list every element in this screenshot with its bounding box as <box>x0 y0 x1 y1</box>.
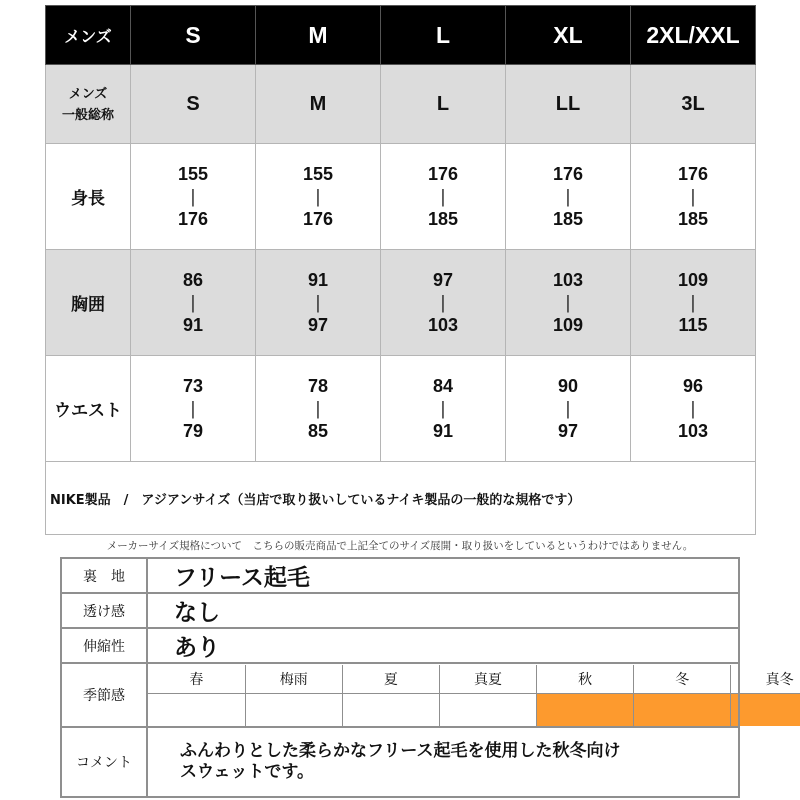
height-cell <box>631 144 756 250</box>
height-label: 身長 <box>46 144 131 250</box>
size-header-row <box>46 6 756 65</box>
chest-cell <box>631 250 756 356</box>
stretch-label: 伸縮性 <box>61 628 147 663</box>
lining-value: フリース起毛 <box>147 558 739 593</box>
season-grid <box>148 665 800 726</box>
waist-cell <box>381 356 506 462</box>
stretch-row <box>61 628 739 663</box>
season-name: 真夏 <box>439 665 536 694</box>
season-name: 冬 <box>634 665 731 694</box>
season-name: 梅雨 <box>245 665 342 694</box>
range-min: 84 <box>432 375 454 396</box>
waist-cell <box>256 356 381 462</box>
range-min: 176 <box>427 163 459 184</box>
range-min: 155 <box>177 163 209 184</box>
range-min: 91 <box>307 269 329 290</box>
range-max: 85 <box>307 420 329 441</box>
range-min: 90 <box>557 375 579 396</box>
season-name: 真冬 <box>731 665 800 694</box>
size-note: NIKE製品 / アジアンサイズ（当店で取り扱いしているナイキ製品の一般的な規格です） <box>46 462 756 535</box>
maker-size-note: メーカーサイズ規格について こちらの販売商品で上記全てのサイズ展開・取り扱いをしているというわけではありません。 <box>106 540 694 552</box>
height-cell <box>256 144 381 250</box>
range-max: 185 <box>552 208 584 229</box>
season-label: 季節感 <box>61 663 147 727</box>
range-min: 86 <box>182 269 204 290</box>
size-note-row <box>46 462 756 535</box>
season-marks-row <box>148 693 800 726</box>
range-separator: | <box>440 291 446 313</box>
size-2xl-header: 2XL/XXL <box>631 6 756 65</box>
range-max: 176 <box>302 208 334 229</box>
season-mark <box>342 693 439 726</box>
range-max: 176 <box>177 208 209 229</box>
range-separator: | <box>565 397 571 419</box>
season-mark <box>245 693 342 726</box>
range-min: 176 <box>552 163 584 184</box>
height-row <box>46 144 756 250</box>
height-cell <box>131 144 256 250</box>
season-mark <box>537 693 634 726</box>
range-separator: | <box>190 185 196 207</box>
range-min: 73 <box>182 375 204 396</box>
season-name: 春 <box>148 665 245 694</box>
season-row <box>61 663 739 727</box>
header-label: メンズ <box>46 6 131 65</box>
general-size-cell: L <box>381 65 506 144</box>
chest-cell <box>131 250 256 356</box>
range-separator: | <box>440 185 446 207</box>
sheer-row <box>61 593 739 628</box>
waist-cell <box>631 356 756 462</box>
season-cell <box>147 663 794 727</box>
range-max: 79 <box>182 420 204 441</box>
waist-cell <box>506 356 631 462</box>
general-label-line2: 一般総称 <box>61 107 114 122</box>
waist-row <box>46 356 756 462</box>
sheer-value: なし <box>147 593 739 628</box>
range-max: 91 <box>432 420 454 441</box>
range-separator: | <box>440 397 446 419</box>
range-min: 109 <box>677 269 709 290</box>
size-s-header: S <box>131 6 256 65</box>
range-separator: | <box>565 185 571 207</box>
range-separator: | <box>690 397 696 419</box>
range-max: 91 <box>182 314 204 335</box>
general-size-label <box>46 65 131 144</box>
general-size-row <box>46 65 756 144</box>
range-min: 97 <box>432 269 454 290</box>
spec-table-wrapper <box>60 557 794 798</box>
comment-line2: スウェットです。 <box>180 762 314 782</box>
general-size-cell: 3L <box>631 65 756 144</box>
chest-cell <box>506 250 631 356</box>
size-chart <box>45 5 755 535</box>
size-m-header: M <box>256 6 381 65</box>
range-min: 96 <box>682 375 704 396</box>
range-separator: | <box>315 291 321 313</box>
lining-row <box>61 558 739 593</box>
waist-label: ウエスト <box>46 356 131 462</box>
range-min: 176 <box>677 163 709 184</box>
range-separator: | <box>190 397 196 419</box>
range-max: 109 <box>552 314 584 335</box>
comment-row <box>61 727 739 797</box>
size-l-header: L <box>381 6 506 65</box>
range-max: 185 <box>427 208 459 229</box>
size-table <box>45 5 756 535</box>
range-min: 78 <box>307 375 329 396</box>
stretch-value: あり <box>147 628 739 663</box>
range-max: 97 <box>307 314 329 335</box>
general-size-cell: S <box>131 65 256 144</box>
spec-table <box>60 557 794 798</box>
chest-label: 胸囲 <box>46 250 131 356</box>
height-cell <box>506 144 631 250</box>
range-max: 103 <box>427 314 459 335</box>
range-min: 155 <box>302 163 334 184</box>
chest-row <box>46 250 756 356</box>
general-size-cell: M <box>256 65 381 144</box>
season-name: 秋 <box>537 665 634 694</box>
comment-label: コメント <box>61 727 147 797</box>
sheer-label: 透け感 <box>61 593 147 628</box>
range-separator: | <box>565 291 571 313</box>
general-size-cell: LL <box>506 65 631 144</box>
range-separator: | <box>190 291 196 313</box>
general-label-line1: メンズ <box>68 86 108 101</box>
range-separator: | <box>315 397 321 419</box>
comment-text <box>147 727 739 797</box>
range-max: 115 <box>678 314 708 335</box>
chest-cell <box>381 250 506 356</box>
range-min: 103 <box>552 269 584 290</box>
season-mark <box>439 693 536 726</box>
range-separator: | <box>315 185 321 207</box>
range-max: 97 <box>557 420 579 441</box>
size-xl-header: XL <box>506 6 631 65</box>
season-mark <box>634 693 731 726</box>
season-mark <box>148 693 245 726</box>
range-max: 185 <box>677 208 709 229</box>
range-max: 103 <box>677 420 709 441</box>
season-names-row <box>148 665 800 694</box>
season-mark <box>731 693 800 726</box>
lining-label: 裏 地 <box>61 558 147 593</box>
season-name: 夏 <box>342 665 439 694</box>
range-separator: | <box>690 185 696 207</box>
comment-line1: ふんわりとした柔らかなフリース起毛を使用した秋冬向け <box>180 741 621 761</box>
height-cell <box>381 144 506 250</box>
chest-cell <box>256 250 381 356</box>
waist-cell <box>131 356 256 462</box>
range-separator: | <box>690 291 696 313</box>
